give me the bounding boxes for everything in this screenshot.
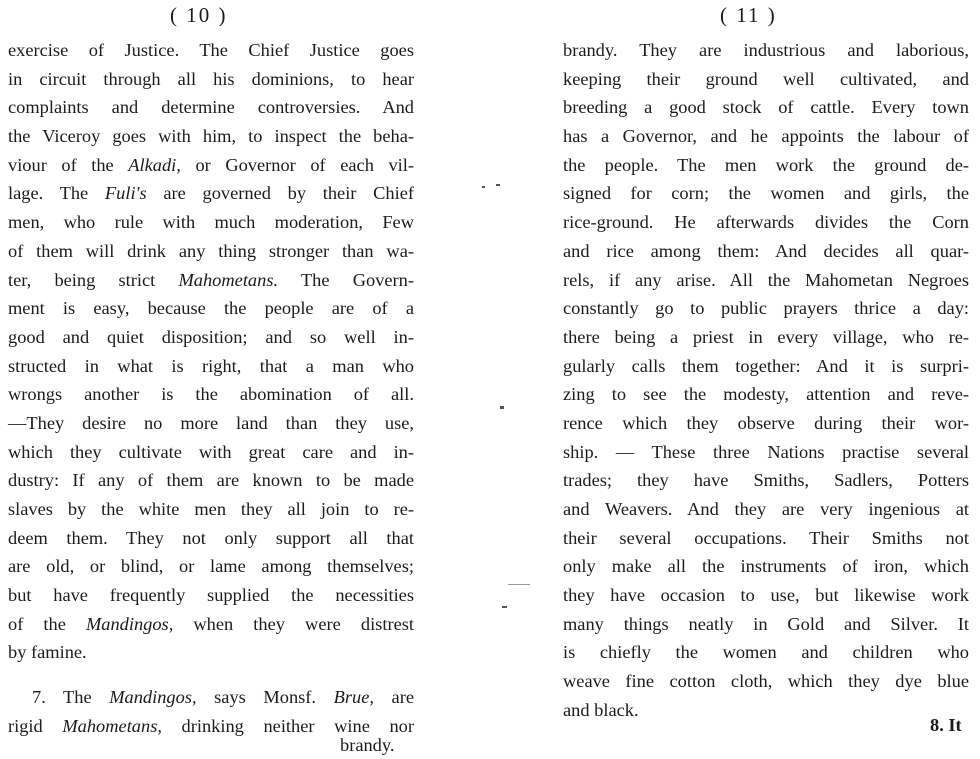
right-page-text [563, 36, 969, 725]
text-line: rice-ground. He afterwards divides the Corn [563, 212, 969, 233]
text-line: brandy. They are industrious and laborious, [563, 40, 969, 60]
text-line: exercise of Justice. The Chief Justice goes [8, 40, 414, 60]
text-line: which they cultivate with great care and in- [8, 441, 414, 462]
text-line: breeding a good stock of cattle. Every town [563, 97, 969, 118]
text-segment: are [373, 687, 414, 708]
text-line: are old, or blind, or lame among themselves; [8, 556, 414, 577]
text-line: rels, if any arise. All the Mahometan Negroes [563, 269, 969, 290]
right-page [560, 0, 980, 758]
text-line: and Weavers. And they are very ingenious at [563, 499, 969, 519]
text-line: dustry: If any of them are known to be made [8, 470, 414, 491]
right-catchword: 8. It [930, 715, 962, 735]
text-line: ment is easy, because the people are of a [8, 298, 414, 319]
italic-segment: Mahometans. [178, 269, 279, 290]
text-line: constantly go to public prayers thrice a day: [563, 298, 969, 319]
text-line: has a Governor, and he appoints the labour of [563, 126, 969, 147]
text-line [8, 151, 414, 180]
text-line: —They desire no more land than they use, [8, 412, 414, 433]
text-line [8, 610, 414, 639]
text-line: good and quiet disposition; and so well in- [8, 326, 414, 347]
text-segment: viour of the [8, 154, 129, 175]
text-segment: of the [8, 613, 86, 634]
text-line: trades; they have Smiths, Sadlers, Potters [563, 470, 969, 491]
text-segment: drinking neither wine nor [161, 715, 414, 736]
text-line: and rice among them: And decides all quar- [563, 240, 969, 261]
left-page [0, 0, 440, 758]
text-line: signed for corn; the women and girls, the [563, 183, 969, 204]
text-line: ship. — These three Nations practise several [563, 441, 969, 462]
right-page-number: ( 11 ) [720, 3, 777, 27]
text-line: complaints and determine controversies. And [8, 97, 414, 118]
text-line: the people. The men work the ground de- [563, 154, 969, 175]
text-segment: The Govern- [278, 269, 414, 290]
text-segment: ter, being strict [8, 269, 179, 290]
text-line: zing to see the modesty, attention and reve- [563, 384, 969, 405]
italic-segment: Brue, [333, 687, 374, 708]
text-segment: are governed by their Chief [146, 183, 414, 204]
text-line [8, 683, 414, 712]
text-line: deem them. They not only support all that [8, 527, 414, 548]
text-line: many things neatly in Gold and Silver. It [563, 613, 969, 634]
text-line [8, 179, 414, 208]
left-page-number: ( 10 ) [170, 3, 228, 27]
text-line: is chiefly the women and children who [563, 642, 969, 663]
text-segment: 7. The [32, 687, 110, 708]
text-line: the Viceroy goes with him, to inspect the beha- [8, 126, 414, 147]
left-page-text [8, 36, 414, 741]
text-segment: when they were distrest [173, 613, 414, 634]
text-line: rence which they observe during their wor- [563, 412, 969, 433]
italic-segment: Alkadi, [128, 154, 181, 175]
gutter [440, 0, 560, 758]
text-segment: lage. The [8, 183, 105, 204]
italic-segment: Fuli's [104, 183, 147, 204]
text-line: of them will drink any thing stronger than wa- [8, 240, 414, 261]
text-line [8, 266, 414, 295]
italic-segment: Mahometans, [62, 715, 162, 736]
text-line: their several occupations. Their Smiths not [563, 527, 969, 548]
text-line: slaves by the white men they all join to re- [8, 499, 414, 519]
text-line: gularly calls them together: And it is surpri- [563, 355, 969, 376]
text-line: structed in what is right, that a man who [8, 355, 414, 376]
text-line: men, who rule with much moderation, Few [8, 212, 414, 233]
text-segment: or Governor of each vil- [180, 154, 414, 175]
italic-segment: Mandingos, [109, 687, 197, 708]
paragraph-gap [8, 667, 414, 683]
left-catchword: brandy. [340, 735, 395, 755]
text-segment: says Monsf. [196, 687, 334, 708]
text-line: keeping their ground well cultivated, and [563, 68, 969, 89]
text-line: in circuit through all his dominions, to hear [8, 68, 414, 89]
text-line: but have frequently supplied the necessities [8, 585, 414, 606]
text-line: weave fine cotton cloth, which they dye blue [563, 671, 969, 692]
text-line: only make all the instruments of iron, which [563, 556, 969, 577]
text-line: they have occasion to use, but likewise work [563, 585, 969, 606]
text-segment: rigid [8, 715, 63, 736]
text-line: wrongs another is the abomination of all. [8, 384, 414, 405]
text-line: by famine. [8, 642, 87, 663]
text-line: and black. [563, 699, 639, 720]
italic-segment: Mandingos, [85, 613, 174, 634]
text-line: there being a priest in every village, who re- [563, 326, 969, 347]
